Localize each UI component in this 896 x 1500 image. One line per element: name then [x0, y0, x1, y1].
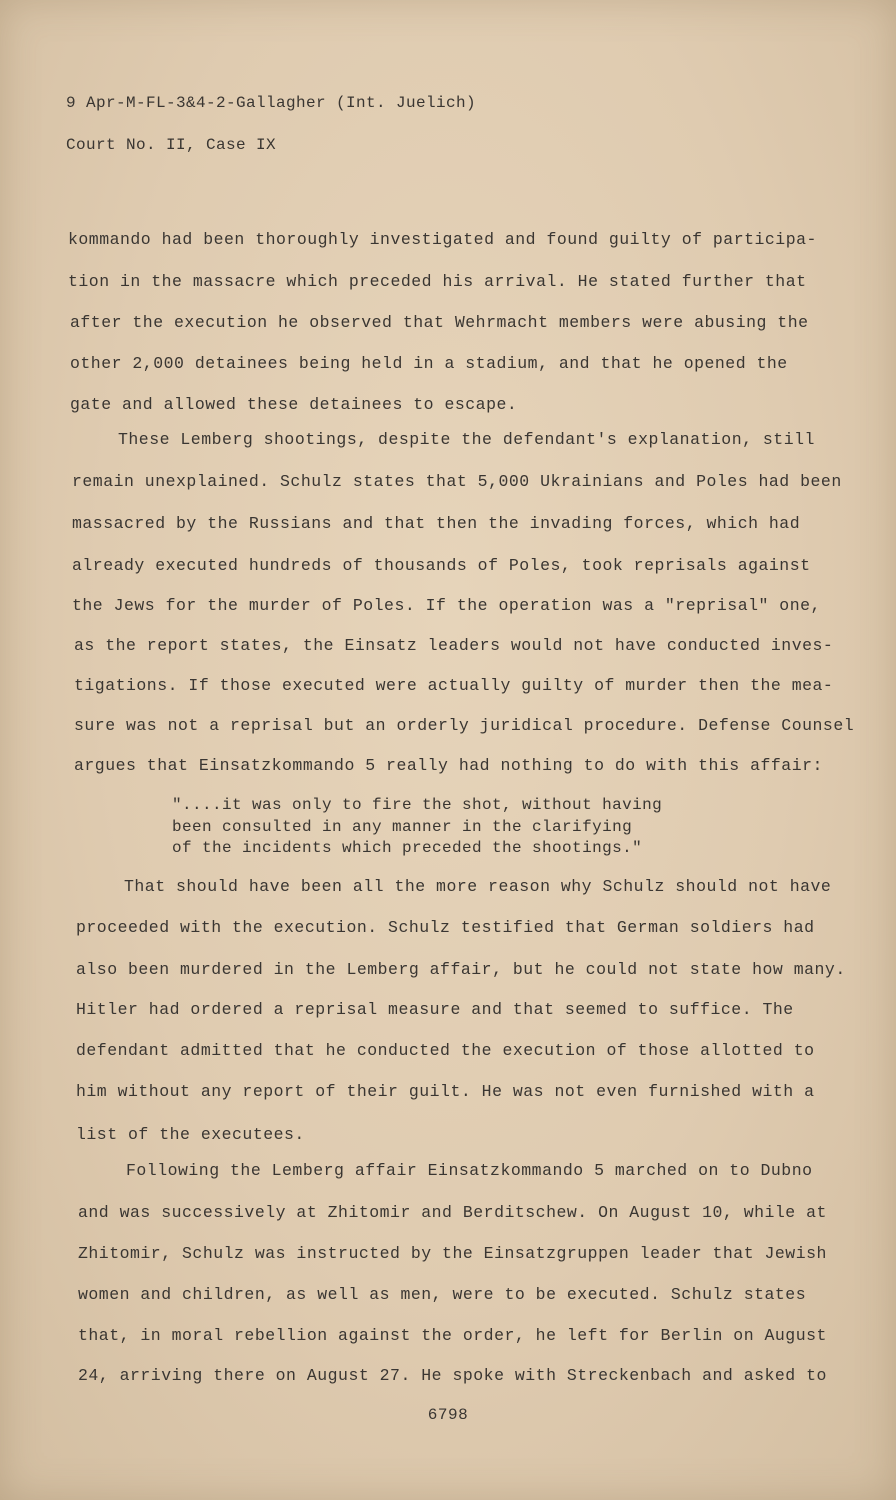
text-line: as the report states, the Einsatz leaders would not have conducted inves- — [74, 636, 834, 655]
text-line: tion in the massacre which preceded his arrival. He stated further that — [68, 272, 807, 291]
text-line: massacred by the Russians and that then the invading forces, which had — [72, 514, 801, 533]
quote-line: been consulted in any manner in the clarifying — [172, 818, 633, 836]
quote-line: "....it was only to fire the shot, without having — [172, 796, 663, 814]
text-line: list of the executees. — [76, 1125, 305, 1144]
text-line: argues that Einsatzkommando 5 really had nothing to do with this affair: — [74, 756, 823, 775]
text-line: defendant admitted that he conducted the execution of those allotted to — [76, 1041, 815, 1060]
text-line: That should have been all the more reason why Schulz should not have — [124, 877, 832, 896]
text-line: after the execution he observed that Wehrmacht members were abusing the — [70, 313, 809, 332]
text-line: that, in moral rebellion against the order, he left for Berlin on August — [78, 1326, 827, 1345]
text-line: 24, arriving there on August 27. He spoke with Streckenbach and asked to — [78, 1366, 827, 1385]
header-reference: 9 Apr-M-FL-3&4-2-Gallagher (Int. Juelich) — [66, 94, 477, 112]
text-line: women and children, as well as men, were to be executed. Schulz states — [78, 1285, 807, 1304]
text-line: kommando had been thoroughly investigated and found guilty of participa- — [68, 230, 817, 249]
text-line: Hitler had ordered a reprisal measure and that seemed to suffice. The — [76, 1000, 794, 1019]
text-line: tigations. If those executed were actually guilty of murder then the mea- — [74, 676, 834, 695]
header-court: Court No. II, Case IX — [66, 136, 277, 154]
text-line: also been murdered in the Lemberg affair, but he could not state how many. — [76, 960, 846, 979]
quote-line: of the incidents which preceded the shootings." — [172, 839, 643, 857]
text-line: him without any report of their guilt. He was not even furnished with a — [76, 1082, 815, 1101]
text-line: These Lemberg shootings, despite the defendant's explanation, still — [118, 430, 815, 449]
page-number: 6798 — [427, 1406, 469, 1424]
text-line: already executed hundreds of thousands of Poles, took reprisals against — [72, 556, 811, 575]
text-line: the Jews for the murder of Poles. If the operation was a "reprisal" one, — [72, 596, 821, 615]
text-line: and was successively at Zhitomir and Berditschew. On August 10, while at — [78, 1203, 827, 1222]
text-line: other 2,000 detainees being held in a stadium, and that he opened the — [70, 354, 788, 373]
text-line: Following the Lemberg affair Einsatzkommando 5 marched on to Dubno — [126, 1161, 813, 1180]
text-line: gate and allowed these detainees to escape. — [70, 395, 518, 414]
text-line: remain unexplained. Schulz states that 5,000 Ukrainians and Poles had been — [72, 472, 842, 491]
text-line: sure was not a reprisal but an orderly juridical procedure. Defense Counsel — [74, 716, 855, 735]
text-line: proceeded with the execution. Schulz testified that German soldiers had — [76, 918, 815, 937]
text-line: Zhitomir, Schulz was instructed by the Einsatzgruppen leader that Jewish — [78, 1244, 827, 1263]
